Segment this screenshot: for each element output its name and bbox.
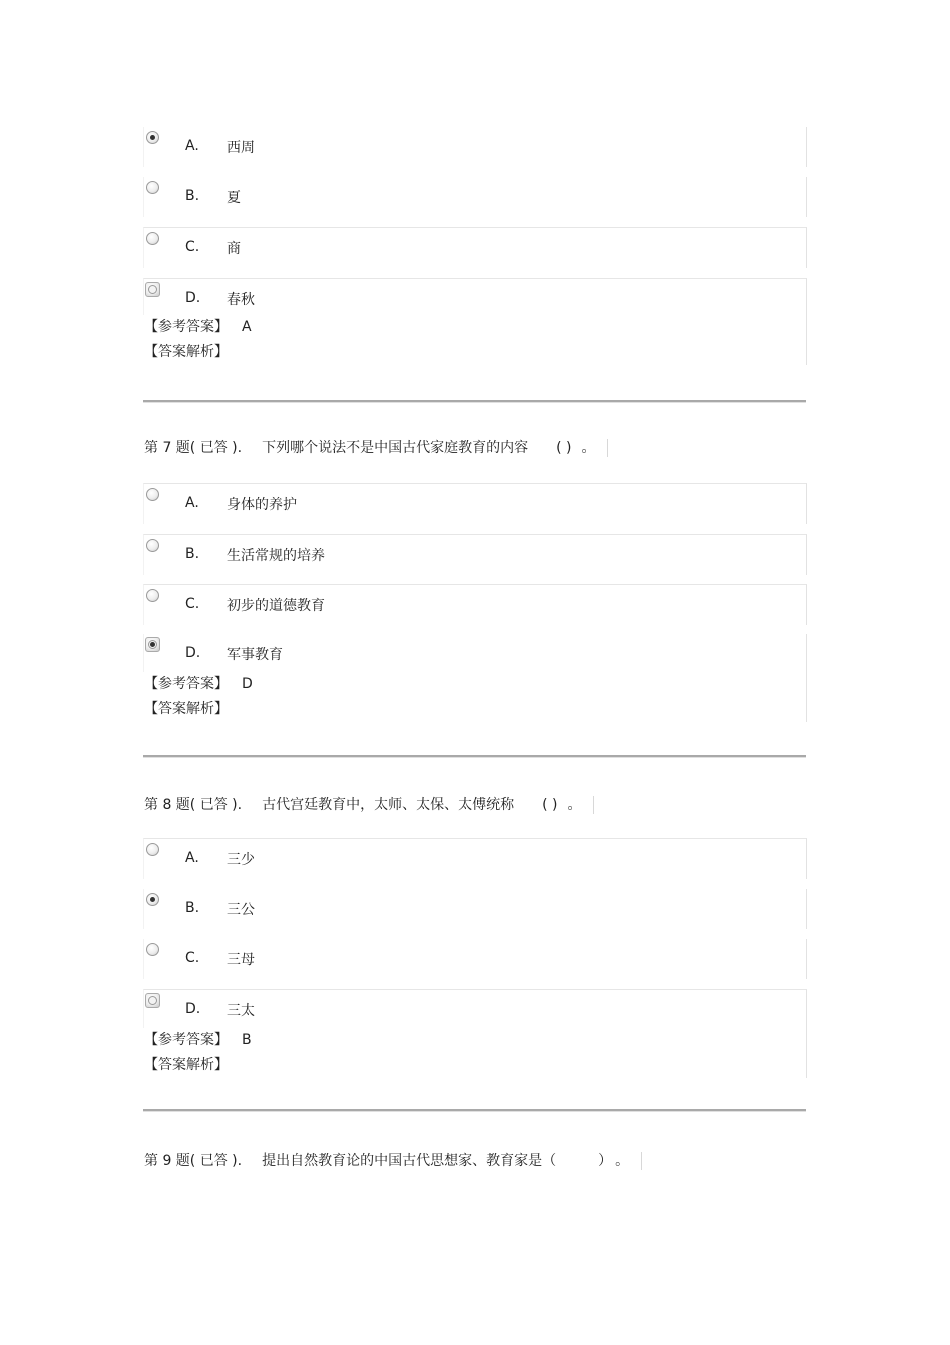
option-c[interactable] [143, 584, 807, 625]
answer-analysis-label: 【答案解析】 [144, 344, 228, 360]
answer-analysis [143, 340, 807, 365]
radio-checked-icon[interactable] [145, 637, 160, 652]
question-number: 第 9 题( 已答 ). [144, 1153, 243, 1169]
reference-answer-value: D [242, 676, 253, 692]
reference-answer-label: 【参考答案】 [144, 1032, 228, 1048]
option-a[interactable] [143, 483, 807, 524]
answer-analysis [143, 1053, 807, 1078]
question-number: 第 8 题( 已答 ). [144, 797, 243, 813]
option-letter: D. [185, 1001, 201, 1017]
option-c[interactable] [143, 227, 807, 268]
option-d[interactable] [143, 278, 807, 315]
answer-analysis-label: 【答案解析】 [144, 701, 228, 717]
divider [607, 439, 608, 457]
option-b[interactable] [143, 177, 807, 217]
option-a[interactable] [143, 838, 807, 879]
option-text: 身体的养护 [227, 497, 297, 513]
question-text: 下列哪个说法不是中国古代家庭教育的内容 [262, 440, 529, 456]
option-letter: A. [185, 495, 199, 511]
option-letter: B. [185, 546, 200, 562]
option-c[interactable] [143, 939, 807, 979]
question-divider [143, 755, 806, 758]
divider [593, 796, 594, 814]
question-8-options [143, 838, 807, 1078]
question-8-header [144, 795, 594, 815]
answer-analysis-label: 【答案解析】 [144, 1057, 228, 1073]
reference-answer-value: A [242, 319, 252, 335]
reference-answer [143, 1028, 807, 1053]
option-text: 三太 [227, 1003, 255, 1019]
radio-checked-icon[interactable] [146, 131, 159, 144]
question-divider [143, 1109, 806, 1112]
radio-icon[interactable] [146, 232, 159, 245]
question-number: 第 7 题( 已答 ). [144, 440, 243, 456]
question-end: 。 [615, 1153, 630, 1169]
option-letter: C. [185, 239, 200, 255]
option-letter: A. [185, 138, 199, 154]
option-text: 夏 [227, 190, 241, 206]
option-letter: C. [185, 950, 200, 966]
option-letter: B. [185, 188, 200, 204]
question-end: 。 [567, 797, 582, 813]
option-b[interactable] [143, 534, 807, 575]
option-text: 三母 [227, 952, 255, 968]
option-letter: C. [185, 596, 200, 612]
reference-answer [143, 672, 807, 697]
question-9-header [144, 1151, 642, 1171]
option-text: 商 [227, 241, 241, 257]
question-text: 古代宫廷教育中，太师、太保、太傅统称 [262, 797, 515, 813]
radio-icon[interactable] [145, 993, 160, 1008]
reference-answer [143, 315, 807, 340]
question-divider [143, 400, 806, 403]
answer-paren: ( ) [556, 440, 572, 456]
radio-icon[interactable] [145, 282, 160, 297]
option-text: 春秋 [227, 292, 255, 308]
question-end: 。 [581, 440, 596, 456]
option-text: 军事教育 [227, 647, 283, 663]
option-d[interactable] [143, 989, 807, 1028]
radio-icon[interactable] [146, 943, 159, 956]
option-text: 初步的道德教育 [227, 598, 325, 614]
option-b[interactable] [143, 889, 807, 929]
reference-answer-label: 【参考答案】 [144, 676, 228, 692]
radio-icon[interactable] [146, 589, 159, 602]
option-a[interactable] [143, 127, 807, 167]
radio-checked-icon[interactable] [146, 893, 159, 906]
option-letter: A. [185, 850, 199, 866]
question-text: 提出自然教育论的中国古代思想家、教育家是（ [262, 1153, 557, 1169]
question-7-header [144, 438, 608, 458]
answer-paren: ） [598, 1153, 606, 1169]
option-letter: D. [185, 645, 201, 661]
answer-analysis [143, 697, 807, 722]
radio-icon[interactable] [146, 488, 159, 501]
option-text: 三公 [227, 902, 255, 918]
option-d[interactable] [143, 634, 807, 672]
option-text: 生活常规的培养 [227, 548, 325, 564]
question-7-options [143, 483, 807, 722]
radio-icon[interactable] [146, 539, 159, 552]
radio-icon[interactable] [146, 181, 159, 194]
question-6-options [143, 127, 807, 365]
radio-icon[interactable] [146, 843, 159, 856]
option-letter: B. [185, 900, 200, 916]
divider [641, 1152, 642, 1170]
option-text: 三少 [227, 852, 255, 868]
reference-answer-value: B [242, 1032, 252, 1048]
reference-answer-label: 【参考答案】 [144, 319, 228, 335]
option-text: 西周 [227, 140, 255, 156]
option-letter: D. [185, 290, 201, 306]
answer-paren: ( ) [542, 797, 558, 813]
